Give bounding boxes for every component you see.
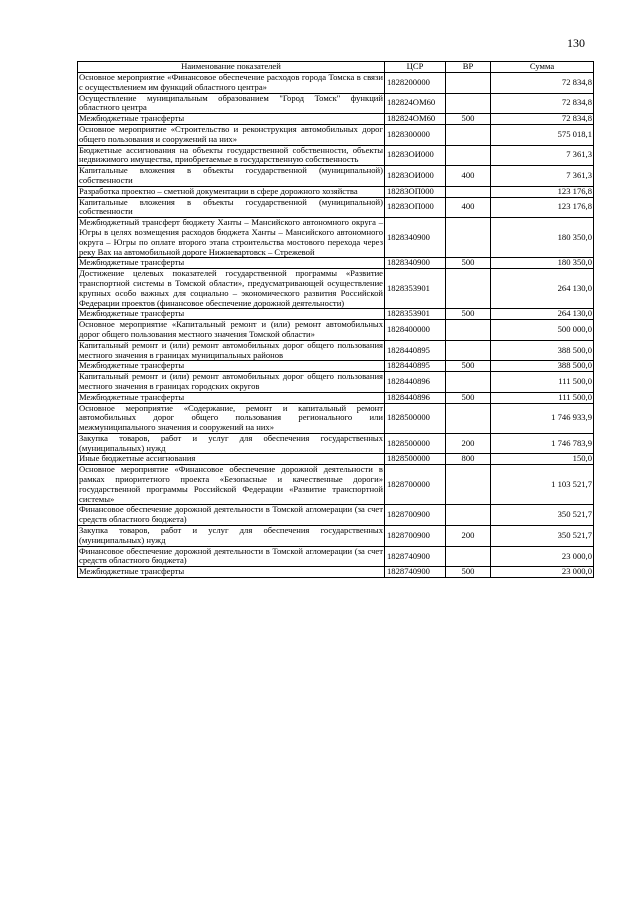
cell-name: Межбюджетные трансферты	[78, 258, 385, 269]
cell-sum: 1 746 783,9	[491, 433, 594, 454]
cell-csr: 1828500000	[385, 403, 446, 433]
cell-csr: 1828440896	[385, 392, 446, 403]
cell-name: Осуществление муниципальным образованием "Город Томск" функций областного центра	[79, 92, 383, 113]
cell-name: Капитальный ремонт и (или) ремонт автомобильных дорог общего пользования местного значения в границах муниципальных районов	[79, 339, 383, 360]
cell-csr: 1828400000	[385, 320, 446, 341]
cell-vr	[446, 320, 491, 341]
cell-sum: 350 521,7	[491, 526, 594, 547]
cell-name: Разработка проектно – сметной документации в сфере дорожного хозяйства	[78, 186, 385, 197]
table-row	[78, 392, 594, 403]
cell-sum: 1 746 933,9	[491, 403, 594, 433]
cell-vr: 800	[446, 454, 491, 465]
table-row	[78, 166, 594, 187]
cell-sum: 264 130,0	[491, 309, 594, 320]
cell-csr: 1828700900	[385, 505, 446, 526]
cell-csr: 1828353901	[385, 309, 446, 320]
cell-name: Капитальные вложения в объекты государственной (муниципальной) собственности	[79, 196, 383, 217]
cell-name: Бюджетные ассигнования на объекты государственной собственности, объекты недвижимого имущества, приобретаемые в государственную собственность	[79, 144, 383, 165]
cell-name: Закупка товаров, работ и услуг для обеспечения государственных (муниципальных) нужд	[79, 525, 383, 545]
cell-vr	[446, 186, 491, 197]
cell-name: Основное мероприятие «Строительство и реконструкция автомобильных дорог общего пользования и сооружений на них»	[79, 123, 383, 144]
table-row	[78, 505, 594, 526]
cell-sum: 7 361,3	[491, 166, 594, 187]
cell-sum: 500 000,0	[491, 320, 594, 341]
table-row	[78, 93, 594, 114]
cell-csr: 1828440895	[385, 361, 446, 372]
cell-name: Основное мероприятие «Финансовое обеспечение расходов города Томска в связи с осуществлением им функций областного центра»	[79, 72, 383, 92]
cell-csr: 1828440896	[385, 372, 446, 393]
table-row	[78, 114, 594, 125]
cell-vr: 500	[446, 361, 491, 372]
column-header-sum: Сумма	[491, 62, 594, 73]
cell-sum: 72 834,8	[491, 73, 594, 94]
cell-vr: 200	[446, 526, 491, 547]
table-row	[78, 433, 594, 454]
table-row	[78, 218, 594, 258]
cell-vr: 400	[446, 166, 491, 187]
cell-name: Межбюджетные трансферты	[78, 309, 385, 320]
cell-name: Капитальный ремонт и (или) ремонт автомобильных дорог общего пользования местного значения в границах городских округов	[79, 371, 383, 391]
cell-name: Иные бюджетные ассигнования	[78, 454, 385, 465]
table-row	[78, 73, 594, 94]
cell-vr	[446, 403, 491, 433]
cell-csr: 1828500000	[385, 433, 446, 454]
table-row	[78, 145, 594, 166]
cell-vr: 500	[446, 392, 491, 403]
table-row	[78, 465, 594, 505]
cell-name: Капитальные вложения в объекты государственной (муниципальной) собственности	[79, 165, 383, 185]
cell-csr: 182824OM60	[385, 93, 446, 114]
cell-name: Достижение целевых показателей государственной программы «Развитие транспортной системы в Томской области», предусматривающей осуществление крупных особо важных для социально – экономического развития Российской Федерации проектов (финансовое обеспечение дорожной деятельности)	[79, 268, 383, 308]
cell-sum: 388 500,0	[491, 361, 594, 372]
cell-csr: 1828200000	[385, 73, 446, 94]
cell-sum: 180 350,0	[491, 218, 594, 258]
table-row	[78, 372, 594, 393]
cell-vr: 200	[446, 433, 491, 454]
cell-vr	[446, 73, 491, 94]
cell-csr: 1828500000	[385, 454, 446, 465]
cell-vr	[446, 465, 491, 505]
cell-name: Основное мероприятие «Содержание, ремонт и капитальный ремонт автомобильных дорог общего пользования регионального или межмуниципального значения и сооружений на них»	[79, 402, 383, 433]
cell-sum: 111 500,0	[491, 372, 594, 393]
cell-sum: 7 361,3	[491, 145, 594, 166]
cell-name: Основное мероприятие «Капитальный ремонт и (или) ремонт автомобильных дорог общего пользования местного значения Томской области»	[79, 319, 383, 339]
cell-vr	[446, 218, 491, 258]
column-header-csr: ЦСР	[385, 62, 446, 73]
cell-sum: 72 834,8	[491, 93, 594, 114]
cell-sum: 350 521,7	[491, 505, 594, 526]
cell-sum: 264 130,0	[491, 269, 594, 309]
cell-vr: 500	[446, 309, 491, 320]
cell-sum: 111 500,0	[491, 392, 594, 403]
cell-sum: 23 000,0	[491, 546, 594, 567]
cell-sum: 575 018,1	[491, 124, 594, 145]
budget-table	[77, 61, 594, 578]
cell-sum: 1 103 521,7	[491, 465, 594, 505]
cell-name: Межбюджетные трансферты	[78, 361, 385, 372]
table-row	[78, 320, 594, 341]
cell-csr: 1828300000	[385, 124, 446, 145]
table-row	[78, 258, 594, 269]
cell-name: Межбюджетные трансферты	[78, 392, 385, 403]
table-row	[78, 309, 594, 320]
column-header-name: Наименование показателей	[78, 62, 385, 73]
cell-vr	[446, 93, 491, 114]
table-row	[78, 454, 594, 465]
cell-sum: 150,0	[491, 454, 594, 465]
cell-csr: 1828740900	[385, 567, 446, 578]
cell-name: Закупка товаров, работ и услуг для обеспечения государственных (муниципальных) нужд	[79, 432, 383, 453]
cell-vr: 500	[446, 114, 491, 125]
cell-vr	[446, 269, 491, 309]
cell-csr: 1828740900	[385, 546, 446, 567]
table-header-row	[78, 62, 594, 73]
cell-vr	[446, 505, 491, 526]
cell-name: Межбюджетный трансферт бюджету Ханты – Мансийского автономного округа – Югры в целях возмещения расходов бюджета Ханты – Мансийского автономного округа – Югры по оплате второго этапа строительства мостового перехода через реку Вах на автомобильной дороге Нижневартовск – Стрежевой	[79, 217, 383, 257]
cell-csr: 1828353901	[385, 269, 446, 309]
page-number: 130	[567, 36, 585, 50]
table-row	[78, 546, 594, 567]
cell-sum: 72 834,8	[491, 114, 594, 125]
cell-csr: 18283OП000	[385, 197, 446, 218]
cell-csr: 1828700900	[385, 526, 446, 547]
cell-csr: 1828340900	[385, 258, 446, 269]
cell-vr: 500	[446, 567, 491, 578]
cell-vr	[446, 372, 491, 393]
cell-csr: 18283OИ000	[385, 145, 446, 166]
table-row	[78, 124, 594, 145]
cell-name: Финансовое обеспечение дорожной деятельности в Томской агломерации (за счет средств областного бюджета)	[79, 545, 383, 566]
table-row	[78, 567, 594, 578]
table-row	[78, 269, 594, 309]
table-row	[78, 403, 594, 433]
cell-sum: 123 176,8	[491, 186, 594, 197]
cell-csr: 1828340900	[385, 218, 446, 258]
cell-csr: 18283OИ000	[385, 166, 446, 187]
table-row	[78, 526, 594, 547]
cell-sum: 180 350,0	[491, 258, 594, 269]
table-row	[78, 340, 594, 361]
cell-sum: 23 000,0	[491, 567, 594, 578]
table-row	[78, 197, 594, 218]
column-header-vr: ВР	[446, 62, 491, 73]
cell-vr: 500	[446, 258, 491, 269]
cell-vr: 400	[446, 197, 491, 218]
cell-name: Финансовое обеспечение дорожной деятельности в Томской агломерации (за счет средств областного бюджета)	[79, 504, 383, 525]
cell-sum: 123 176,8	[491, 197, 594, 218]
cell-csr: 1828440895	[385, 340, 446, 361]
cell-csr: 182824OM60	[385, 114, 446, 125]
cell-sum: 388 500,0	[491, 340, 594, 361]
cell-csr: 1828700000	[385, 465, 446, 505]
cell-csr: 18283OП000	[385, 186, 446, 197]
cell-name: Межбюджетные трансферты	[78, 114, 385, 125]
cell-vr	[446, 340, 491, 361]
table-row	[78, 361, 594, 372]
table-row	[78, 186, 594, 197]
cell-name: Основное мероприятие «Финансовое обеспечение дорожной деятельности в рамках приоритетного проекта «Безопасные и качественные дороги» государственной программы Российской Федерации «Развитие транспортной системы»	[79, 464, 383, 504]
cell-name: Межбюджетные трансферты	[78, 567, 385, 578]
cell-vr	[446, 145, 491, 166]
cell-vr	[446, 546, 491, 567]
cell-vr	[446, 124, 491, 145]
